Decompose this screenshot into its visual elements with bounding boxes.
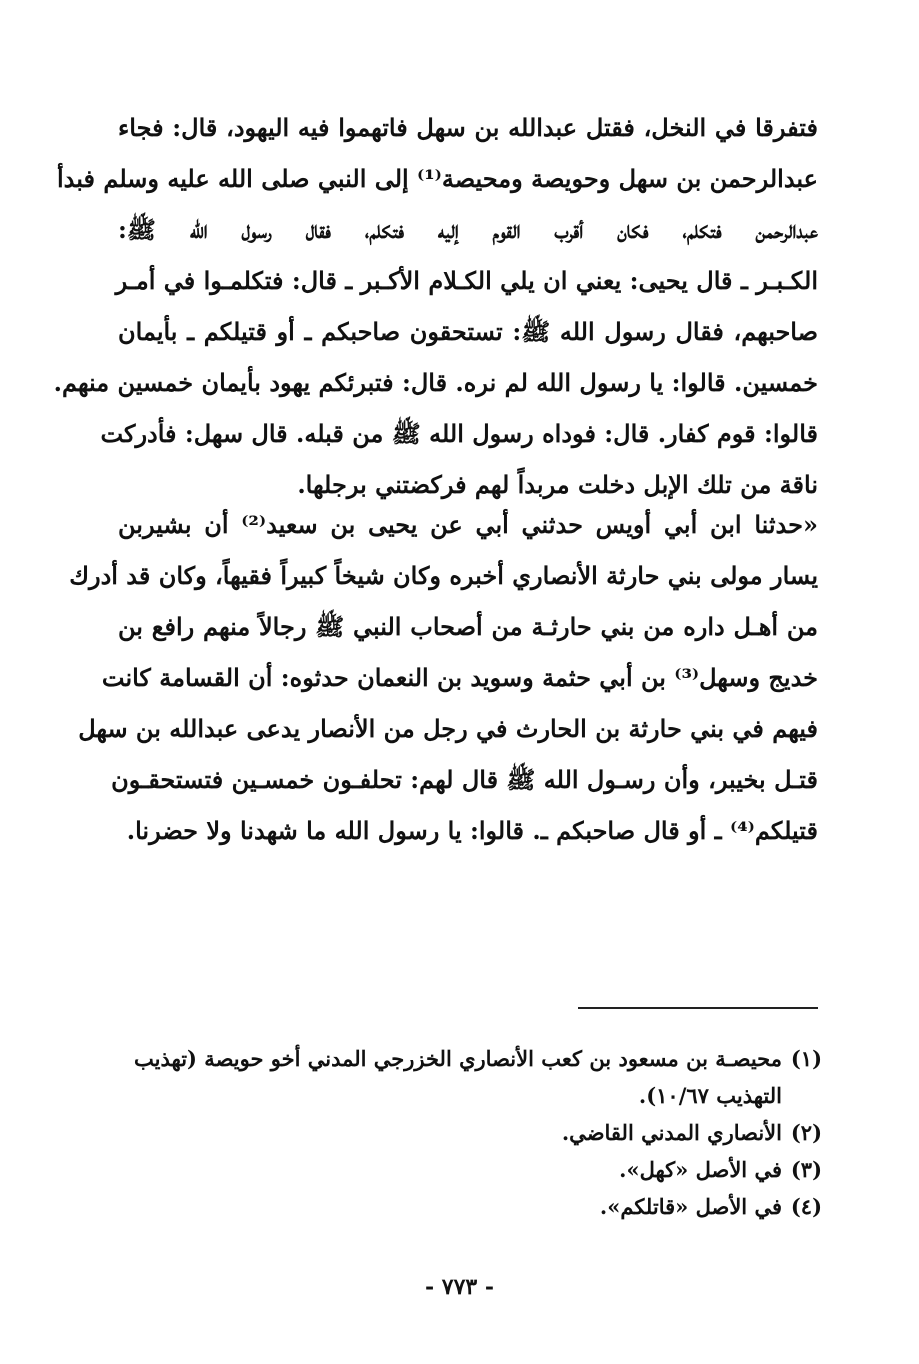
footnote-number: (٢): [790, 1120, 822, 1145]
text-line: ناقة من تلك الإبل دخلت مربداً لهم فركضتني برجلها.: [297, 470, 818, 499]
text-line: قتـل بخيبر، وأن رسـول الله ﷺ قال لهم: تحلفـون خمسـين فتستحقـون: [111, 765, 818, 794]
footnotes: [118, 1040, 822, 1225]
text-line: يسار مولى بني حارثة الأنصاري أخبره وكان شيخاً كبيراً فقيهاً، وكان قد أدرك: [69, 561, 818, 590]
text-line: صاحبهم، فقال رسول الله ﷺ: تستحقون صاحبكم ـ أو قتيلكم ـ بأيمان: [118, 317, 818, 346]
footnote-line: محيصـة بن مسعود بن كعب الأنصاري الخزرجي المدني أخو حويصة (تهذيب: [134, 1046, 782, 1071]
text-line: الكـبـر ـ قال يحيى: يعني ان يلي الكـلام الأكـبر ـ قال: فتكلمـوا في أمـر: [115, 266, 818, 295]
footnote-text: [118, 1188, 782, 1225]
page-number: - ٧٧٣ -: [424, 1274, 495, 1300]
text-line: فتفرقا في النخل، فقتل عبدالله بن سهل فاتهموا فيه اليهود، قال: فجاء: [118, 113, 819, 142]
footnote-number: (٤): [790, 1194, 822, 1219]
footnote-1: [118, 1040, 822, 1114]
text-line: فيهم في بني حارثة بن الحارث في رجل من الأنصار يدعى عبدالله بن سهل: [78, 714, 818, 743]
footnote-3: [118, 1151, 822, 1188]
footnote-text: [118, 1040, 782, 1114]
paragraph-1: [53, 102, 819, 510]
text-line: «حدثنا ابن أبي أويس حدثني أبي عن يحيى بن سعيد⁽²⁾ أن بشيربن: [118, 510, 818, 539]
text-line: خديج وسهل⁽³⁾ بن أبي حثمة وسويد بن النعمان حدثوه: أن القسامة كانت: [101, 663, 818, 692]
text-line: قالوا: قوم كفار. قال: فوداه رسول الله ﷺ من قبله. قال سهل: فأدركت: [100, 419, 818, 448]
footnote-line: في الأصل «كهل».: [619, 1157, 782, 1182]
footnote-2: [118, 1114, 822, 1151]
footnote-line: في الأصل «قاتلكم».: [599, 1194, 782, 1219]
footnote-text: [118, 1151, 782, 1188]
text-line: عبدالرحمن فتكلم، فكان أقرب القوم إليه فتكلم، فقال رسول الله ﷺ:: [118, 215, 818, 244]
footnote-4: [118, 1188, 822, 1225]
footnote-divider: [578, 1007, 818, 1009]
paragraph-2: [69, 499, 818, 856]
text-line: خمسين. قالوا: يا رسول الله لم نره. قال: فتبرئكم يهود بأيمان خمسين منهم.: [53, 368, 818, 397]
footnote-number: (٣): [790, 1157, 822, 1182]
footnote-number: (١): [790, 1046, 822, 1071]
footnote-line: الأنصاري المدني القاضي.: [561, 1120, 782, 1145]
footnote-text: [118, 1114, 782, 1151]
text-line: من أهـل داره من بني حارثـة من أصحاب النبي ﷺ رجالاً منهم رافع بن: [118, 612, 818, 641]
text-line: عبدالرحمن بن سهل وحويصة ومحيصة⁽¹⁾ إلى النبي صلى الله عليه وسلم فبدأ: [57, 164, 818, 193]
footnote-line: التهذيب ١٠/٦٧).: [638, 1083, 782, 1108]
text-line: قتيلكم⁽⁴⁾ ـ أو قال صاحبكم ـ. قالوا: يا رسول الله ما شهدنا ولا حضرنا.: [126, 816, 818, 845]
